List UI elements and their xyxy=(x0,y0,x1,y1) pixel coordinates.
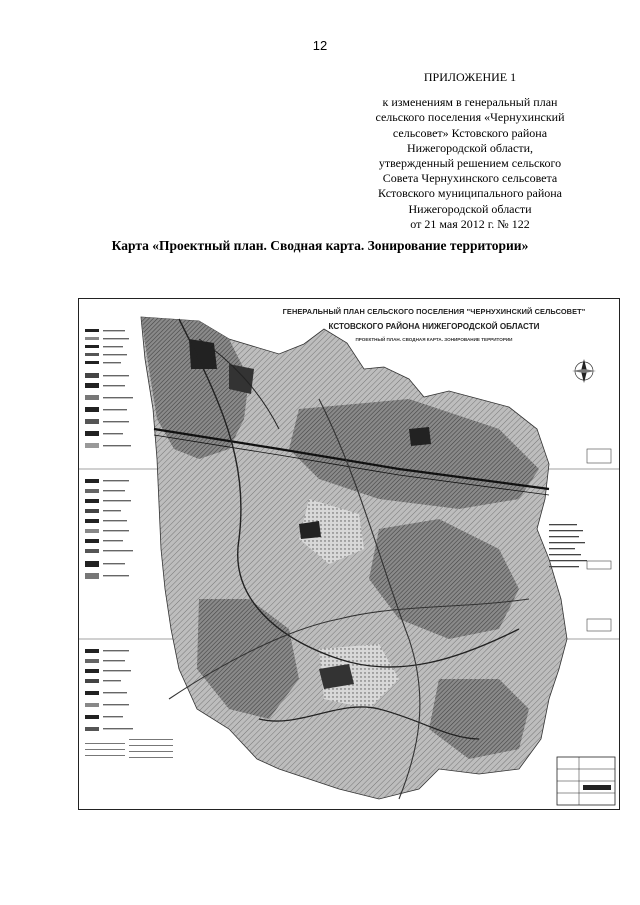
page-number: 12 xyxy=(312,38,328,53)
territory-zones xyxy=(141,317,567,799)
appendix-line: Нижегородской области xyxy=(408,201,532,216)
appendix-line: Совета Чернухинского сельсовета xyxy=(382,171,558,186)
appendix-line: к изменениям в генеральный план xyxy=(382,95,558,110)
appendix-line: сельсовет» Кстовского района xyxy=(392,125,548,140)
zoning-map xyxy=(78,298,620,810)
map-graphic xyxy=(79,299,619,809)
document-title: Карта «Проектный план. Сводная карта. Зонирование территории» xyxy=(111,238,529,253)
appendix-heading: ПРИЛОЖЕНИЕ 1 xyxy=(423,70,517,84)
appendix-line: от 21 мая 2012 г. № 122 xyxy=(410,216,530,231)
title-block xyxy=(557,757,615,805)
map-title-line-2: КСТОВСКОГО РАЙОНА НИЖЕГОРОДСКОЙ ОБЛАСТИ xyxy=(328,322,540,331)
appendix-line: Нижегородской области, xyxy=(406,140,533,155)
map-subtitle: ПРОЕКТНЫЙ ПЛАН. СВОДНАЯ КАРТА. ЗОНИРОВАНИЕ ТЕРРИТОРИИ xyxy=(355,337,513,342)
map-title-line-1: ГЕНЕРАЛЬНЫЙ ПЛАН СЕЛЬСКОГО ПОСЕЛЕНИЯ "ЧЕРНУХИНСКИЙ СЕЛЬСОВЕТ" xyxy=(282,307,586,316)
north-arrow-icon xyxy=(572,359,596,383)
appendix-line: Кстовского муниципального района xyxy=(377,186,563,201)
appendix-line: утвержденный решением сельского xyxy=(378,156,562,171)
appendix-line: сельского поселения «Чернухинский xyxy=(375,110,565,125)
appendix-block xyxy=(340,70,600,232)
